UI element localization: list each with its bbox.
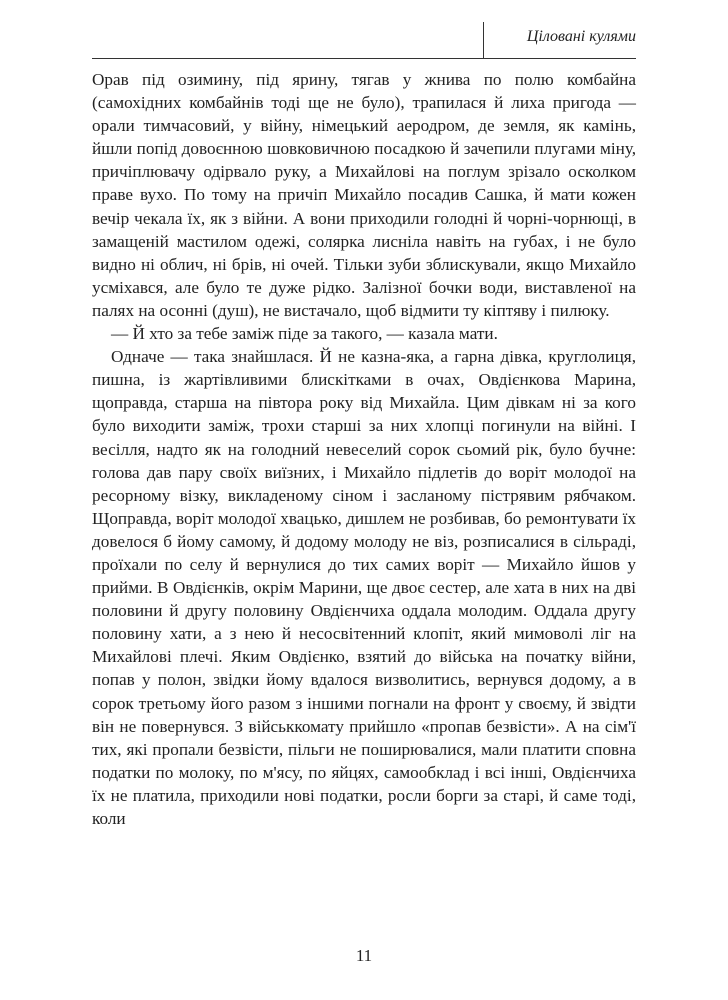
paragraph: — Й хто за тебе заміж піде за такого, — казала мати. — [111, 324, 498, 344]
running-title: Ціловані кулями — [526, 28, 636, 45]
paragraph: Орав під озимину, під ярину, тягав у жнива по полю комбайна (самохідних комбайнів тоді ще не було), трапилася й лиха пригода — орали тимчасовий, у війну, німецький аеродром, де земля, як камінь, йшли попід довоєнною шовковичною посадкою й зачепили плугами міну, причіплювачу одірвало руку, а Михайлові на поглум зрізало осколком праве вухо. По тому на причіп Михайло посадив Сашка, й мати кожен вечір чекала їх, як з війни. А вони приходили голодні й чорні-чорнющі, в замащеній мастилом одежі, солярка лисніла навіть на губах, і не було видно ні облич, ні брів, ні очей. Тільки зуби зблискували, якщо Михайло усміхався, але було те дуже рідко. Залізної бочки води, виставленої на палях на осонні (душ), не вистачало, щоб відмити ту кіптяву і пилюку. — [92, 70, 636, 320]
page-number: 11 — [355, 946, 373, 965]
page-body — [92, 68, 636, 830]
paragraph: Одначе — така знайшлася. Й не казна-яка, а гарна дівка, круглолиця, пишна, із жартівливими блискітками в очах, Овдієнкова Марина, щоправда, старша на півтора року від Михайла. Цим дівкам ні за кого було виходити заміж, трохи старші за них хлопці погинули на війні. І весілля, надто як на голодний невеселий сорок сьомий рік, було бучне: голова дав пару своїх виїзних, і Михайло підлетів до воріт молодої на ресорному візку, викладеному сіном і засланому пістрявим рябчаком. Щоправда, воріт молодої хвацько, дишлем не розбивав, бо ремонтувати їх довелося б йому самому, й додому молоду не віз, розписалися в сільраді, проїхали по селу й вернулися до тих самих воріт — Михайло йшов у прийми. В Овдієнків, окрім Марини, ще двоє сестер, але хата в них на дві половини й другу половину Овдієнчиха оддала молодим. Оддала другу половину хати, а з нею й несосвітенний клопіт, який мимоволі ліг на Михайлові плечі. Яким Овдієнко, взятий до війська на початку війни, попав у полон, звідки йому вдалося визволитись, вернувся додому, а в сорок третьому його разом з іншими погнали на фронт у своєму, й звідти він не повернувся. З військкомату прийшло «пропав безвісти». А на сім'ї тих, які пропали безвісти, пільги не поширювалися, мали платити сповна податки по молоку, по м'ясу, по яйцях, самообклад і всі інші, Овдієнчиха їх не платила, приходили нові податки, росли борги за старі, й саме тоді, коли — [92, 347, 636, 828]
header-divider-tick — [483, 22, 484, 58]
header-rule — [92, 58, 636, 59]
